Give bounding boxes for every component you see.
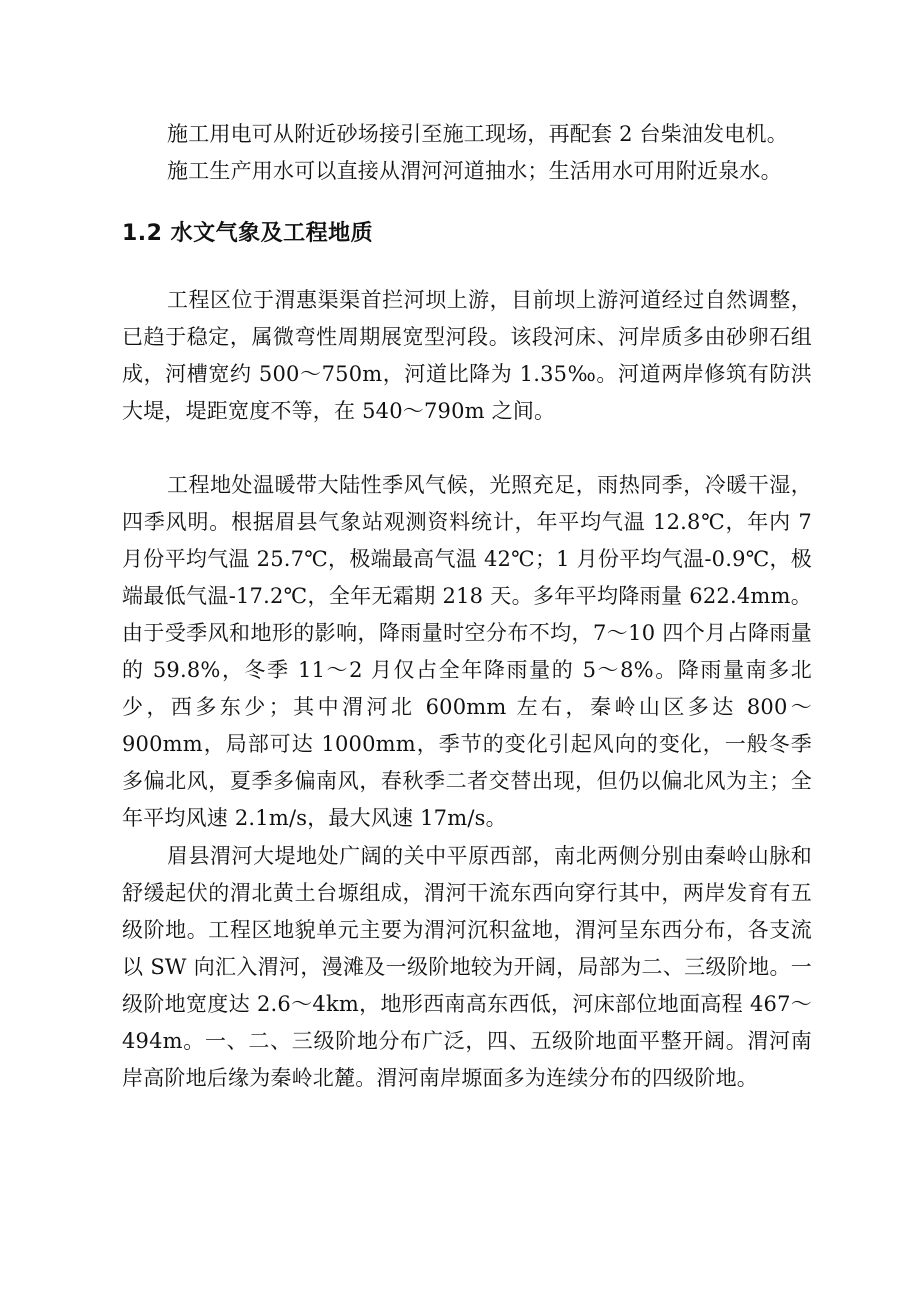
- paragraph-water-supply: 施工生产用水可以直接从渭河河道抽水；生活用水可用附近泉水。: [167, 159, 782, 183]
- paragraph-geology: 眉县渭河大堤地处广阔的关中平原西部，南北两侧分别由秦岭山脉和舒缓起伏的渭北黄土台塬组成，渭河干流东西向穿行其中，两岸发育有五级阶地。工程区地貌单元主要为渭河沉积盆地，渭河呈东西分布，各支流以 SW 向汇入渭河，漫滩及一级阶地较为开阔，局部为二、三级阶地。一级阶地宽度达 2.6～4km，地形西南高东西低，河床部位地面高程 467～494m。一、二、三级阶地分布广泛，四、五级阶地面平整开阔。渭河南岸高阶地后缘为秦岭北麓。渭河南岸塬面多为连续分布的四级阶地。: [122, 844, 812, 1090]
- paragraph-power-supply: 施工用电可从附近砂场接引至施工现场，再配套 2 台柴油发电机。: [167, 122, 788, 146]
- paragraph-climate: 工程地处温暖带大陆性季风气候，光照充足，雨热同季，冷暖干湿，四季风明。根据眉县气象站观测资料统计，年平均气温 12.8℃，年内 7 月份平均气温 25.7℃，极端最高气温 42℃；1 月份平均气温-0.9℃，极端最低气温-17.2℃，全年无霜期 218 天。多年平均降雨量 622.4mm。由于受季风和地形的影响，降雨量时空分布不均，7～10 四个月占降雨量的 59.8%，冬季 11～2 月仅占全年降雨量的 5～8%。降雨量南多北少，西多东少；其中渭河北 600mm 左右，秦岭山区多达 800～900mm，局部可达 1000mm，季节的变化引起风向的变化，一般冬季多偏北风，夏季多偏南风，春秋季二者交替出现，但仍以偏北风为主；全年平均风速 2.1m/s，最大风速 17m/s。: [122, 473, 812, 830]
- paragraph-river-channel: 工程区位于渭惠渠渠首拦河坝上游，目前坝上游河道经过自然调整，已趋于稳定，属微弯性周期展宽型河段。该段河床、河岸质多由砂卵石组成，河槽宽约 500～750m，河道比降为 1.35‰。河道两岸修筑有防洪大堤，堤距宽度不等，在 540～790m 之间。: [122, 288, 812, 423]
- section-heading: 1.2 水文气象及工程地质: [122, 221, 374, 246]
